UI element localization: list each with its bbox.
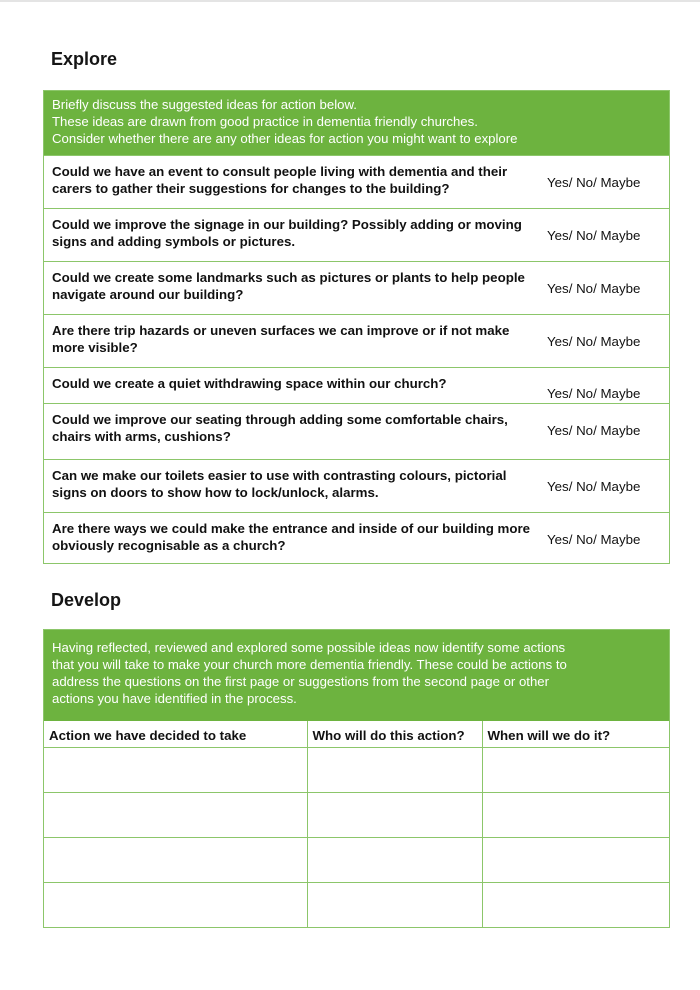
question-row (44, 314, 669, 367)
table-row (44, 792, 669, 837)
question-list (44, 155, 669, 564)
column-header-who: Who will do this action? (307, 721, 482, 747)
answer-options[interactable]: Yes/ No/ Maybe (547, 423, 641, 438)
who-cell[interactable] (307, 747, 482, 792)
develop-table (43, 629, 670, 928)
question-text: Are there ways we could make the entrance and inside of our building more obviously recognisable as a church? (52, 521, 531, 553)
question-text: Can we make our toilets easier to use with contrasting colours, pictorial signs on doors to show how to lock/unlock, alarms. (52, 468, 507, 500)
action-plan-table (44, 721, 669, 927)
explore-intro-line: Briefly discuss the suggested ideas for action below. (52, 97, 357, 112)
develop-title: Develop (51, 590, 122, 610)
answer-options[interactable]: Yes/ No/ Maybe (547, 281, 641, 296)
action-cell[interactable] (44, 792, 307, 837)
when-cell[interactable] (482, 837, 669, 882)
develop-intro-line: Having reflected, reviewed and explored some possible ideas now identify some actions (52, 640, 566, 655)
question-row (44, 208, 669, 261)
question-text: Could we create some landmarks such as pictures or plants to help people navigate around our building? (52, 270, 525, 302)
question-text: Could we improve the signage in our building? Possibly adding or moving signs and adding symbols or pictures. (52, 217, 522, 249)
who-cell[interactable] (307, 792, 482, 837)
question-row (44, 403, 669, 459)
question-row (44, 512, 669, 564)
question-row (44, 261, 669, 314)
page-top-edge (0, 0, 700, 2)
answer-options[interactable]: Yes/ No/ Maybe (547, 228, 641, 243)
question-text: Could we create a quiet withdrawing space within our church? (52, 376, 447, 391)
explore-table (43, 90, 670, 564)
explore-title: Explore (51, 49, 118, 69)
develop-intro-line: address the questions on the first page or suggestions from the second page or other (52, 674, 550, 689)
answer-options[interactable]: Yes/ No/ Maybe (547, 334, 641, 349)
question-row (44, 155, 669, 208)
when-cell[interactable] (482, 882, 669, 927)
who-cell[interactable] (307, 882, 482, 927)
question-text: Are there trip hazards or uneven surfaces we can improve or if not make more visible? (52, 323, 510, 355)
explore-intro-line: Consider whether there are any other ideas for action you might want to explore (52, 131, 518, 146)
table-row (44, 837, 669, 882)
answer-options[interactable]: Yes/ No/ Maybe (547, 386, 641, 401)
table-row (44, 747, 669, 792)
answer-options[interactable]: Yes/ No/ Maybe (547, 175, 641, 190)
who-cell[interactable] (307, 837, 482, 882)
question-text: Could we improve our seating through adding some comfortable chairs, chairs with arms, cushions? (52, 412, 508, 444)
table-row (44, 882, 669, 927)
action-cell[interactable] (44, 837, 307, 882)
develop-intro-line: that you will take to make your church more dementia friendly. These could be actions to (52, 657, 567, 672)
question-row (44, 459, 669, 512)
action-cell[interactable] (44, 882, 307, 927)
column-header-when: When will we do it? (482, 721, 669, 747)
table-header-row (44, 721, 669, 747)
explore-intro-line: These ideas are drawn from good practice in dementia friendly churches. (52, 114, 478, 129)
question-row (44, 367, 669, 403)
when-cell[interactable] (482, 747, 669, 792)
explore-intro (44, 91, 669, 155)
answer-options[interactable]: Yes/ No/ Maybe (547, 479, 641, 494)
question-text: Could we have an event to consult people living with dementia and their carers to gather their suggestions for changes to the building? (52, 164, 508, 196)
develop-intro (44, 630, 669, 721)
answer-options[interactable]: Yes/ No/ Maybe (547, 532, 641, 547)
action-cell[interactable] (44, 747, 307, 792)
when-cell[interactable] (482, 792, 669, 837)
column-header-action: Action we have decided to take (44, 721, 307, 747)
develop-intro-line: actions you have identified in the process. (52, 691, 297, 706)
